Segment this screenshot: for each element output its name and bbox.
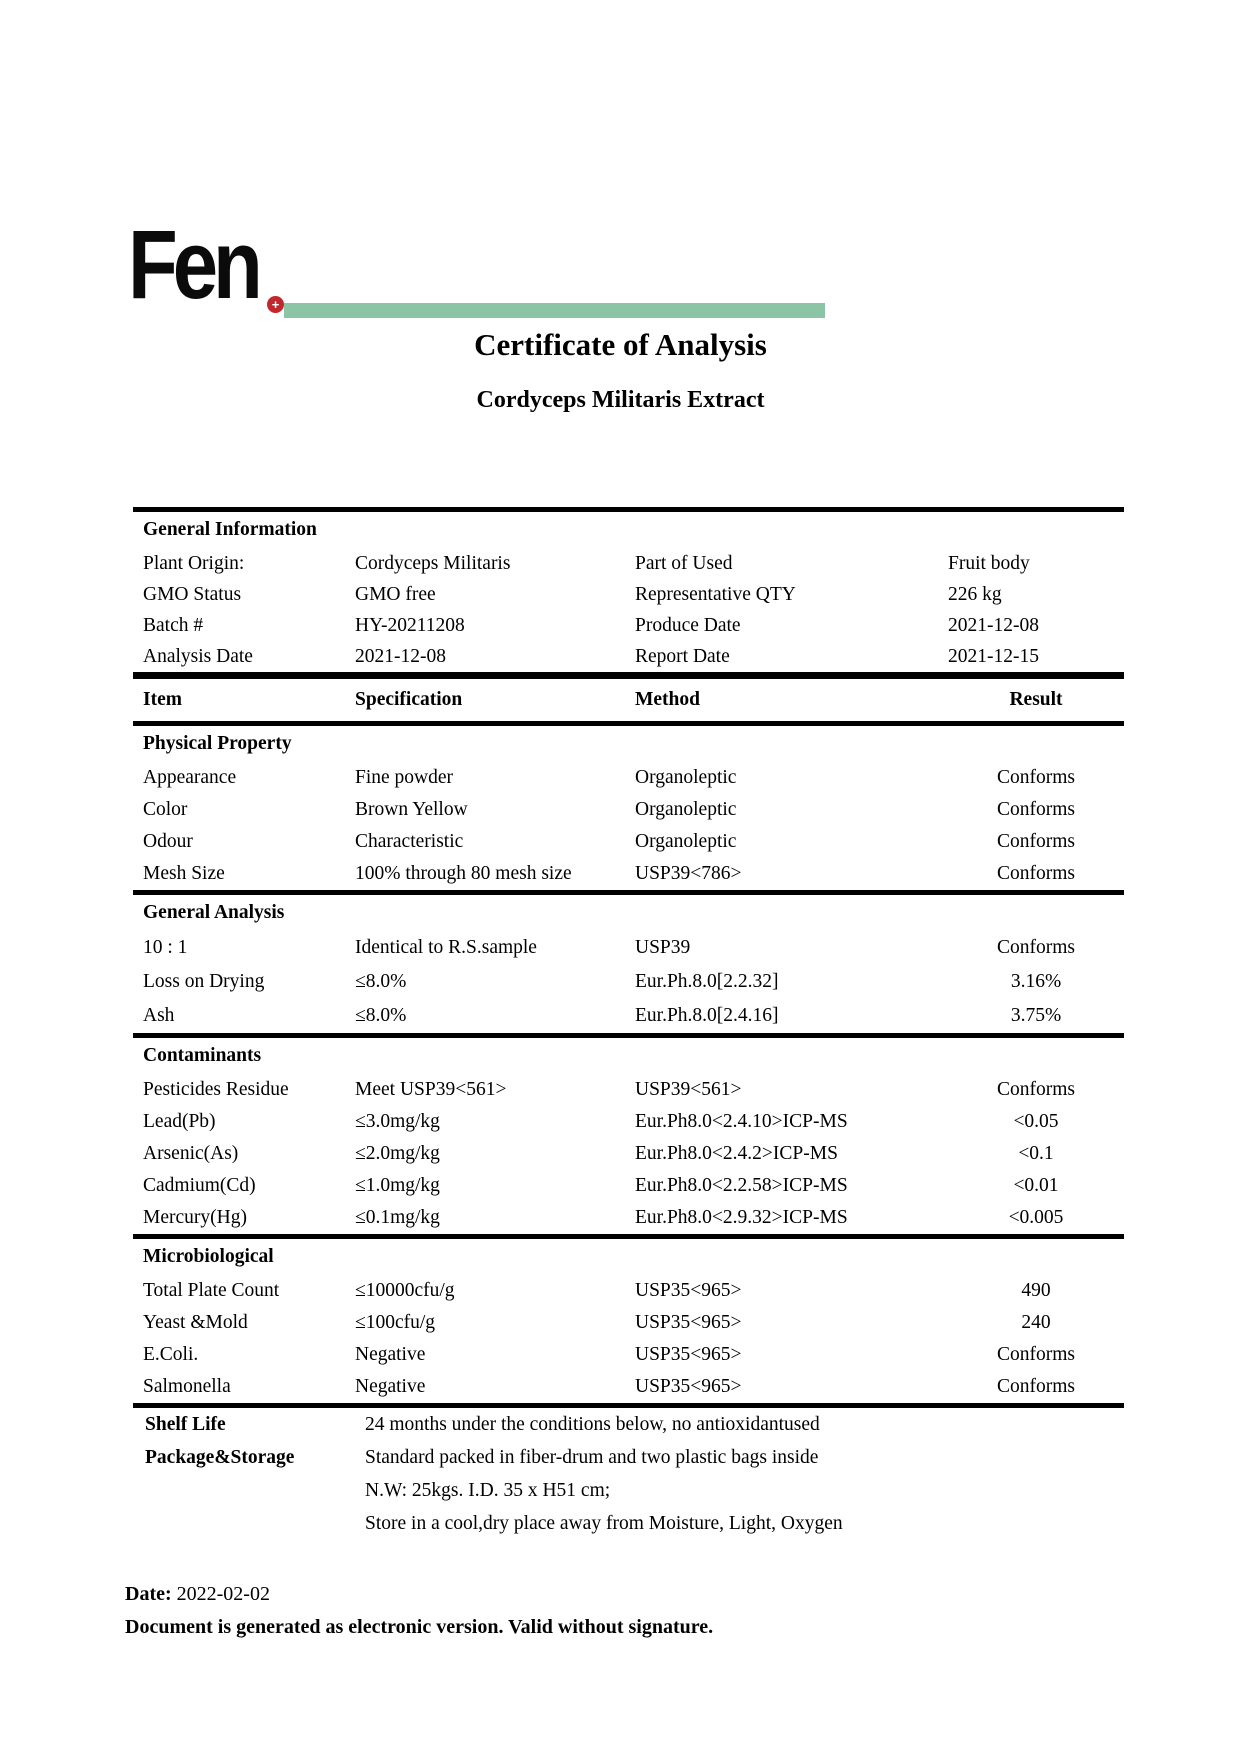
storage-label: Package&Storage [145, 1447, 295, 1468]
info-value: 226 kg [948, 584, 1002, 605]
table-row [133, 1106, 1124, 1138]
spec-cell: ≤1.0mg/kg [355, 1175, 440, 1196]
spec-cell: ≤100cfu/g [355, 1312, 436, 1333]
spec-cell: 100% through 80 mesh size [355, 863, 572, 884]
table-row [133, 1474, 1124, 1507]
info-label: Representative QTY [635, 584, 796, 605]
result-cell: Conforms [997, 1079, 1075, 1100]
storage-label: Shelf Life [145, 1414, 226, 1435]
storage-text: 24 months under the conditions below, no antioxidantused [365, 1414, 820, 1435]
table-row [133, 610, 1124, 641]
storage-text: Store in a cool,dry place away from Moisture, Light, Oxygen [365, 1513, 843, 1534]
item-cell: Arsenic(As) [143, 1143, 239, 1164]
info-label: Report Date [635, 646, 730, 667]
item-cell: Odour [143, 831, 193, 852]
method-cell: USP35<965> [635, 1280, 742, 1301]
table-row [133, 858, 1124, 890]
info-value: Fruit body [948, 553, 1030, 574]
info-value: HY-20211208 [355, 615, 465, 636]
spec-cell: Identical to R.S.sample [355, 937, 537, 958]
table-row [133, 762, 1124, 794]
page-title: Certificate of Analysis [474, 327, 767, 362]
item-cell: Mesh Size [143, 863, 225, 884]
column-header-row [133, 679, 1124, 721]
table-row [133, 965, 1124, 999]
result-cell: Conforms [997, 937, 1075, 958]
result-cell: <0.01 [1013, 1175, 1059, 1196]
table-row [133, 1202, 1124, 1234]
result-cell: <0.005 [1008, 1207, 1064, 1228]
table-row [133, 579, 1124, 610]
spec-cell: ≤10000cfu/g [355, 1280, 455, 1301]
result-cell: Conforms [997, 767, 1075, 788]
result-cell: <0.1 [1018, 1143, 1054, 1164]
table-row [133, 1371, 1124, 1403]
storage-text: Standard packed in fiber-drum and two plastic bags inside [365, 1447, 819, 1468]
section-heading-physical-property: Physical Property [143, 733, 292, 754]
info-label: Produce Date [635, 615, 741, 636]
result-cell: Conforms [997, 1376, 1075, 1397]
item-cell: Yeast &Mold [143, 1312, 248, 1333]
method-cell: Eur.Ph8.0<2.9.32>ICP-MS [635, 1207, 848, 1228]
logo-plus-icon: + [267, 296, 284, 313]
item-cell: Total Plate Count [143, 1280, 280, 1301]
footer-date-line [125, 1578, 713, 1611]
result-cell: Conforms [997, 799, 1075, 820]
spec-cell: ≤2.0mg/kg [355, 1143, 440, 1164]
company-logo: Fen [128, 210, 258, 319]
table-row [133, 548, 1124, 579]
divider [133, 672, 1124, 679]
result-cell: Conforms [997, 1344, 1075, 1365]
method-cell: USP35<965> [635, 1312, 742, 1333]
info-value: 2021-12-08 [355, 646, 446, 667]
column-header: Result [1009, 689, 1063, 710]
method-cell: Eur.Ph8.0<2.4.2>ICP-MS [635, 1143, 838, 1164]
method-cell: USP39<561> [635, 1079, 742, 1100]
result-cell: 3.16% [1010, 971, 1062, 992]
item-cell: 10 : 1 [143, 937, 188, 958]
item-cell: E.Coli. [143, 1344, 199, 1365]
section-heading-general-information: General Information [143, 519, 317, 540]
result-cell: 240 [1021, 1312, 1051, 1333]
method-cell: Eur.Ph.8.0[2.4.16] [635, 1005, 779, 1026]
table-row [133, 1275, 1124, 1307]
method-cell: USP35<965> [635, 1376, 742, 1397]
item-cell: Appearance [143, 767, 237, 788]
table-row [133, 931, 1124, 965]
footer-note: Document is generated as electronic version. Valid without signature. [125, 1616, 714, 1638]
column-header: Method [635, 689, 700, 710]
logo-accent-bar [284, 303, 825, 318]
storage-label [133, 1507, 365, 1540]
method-cell: Organoleptic [635, 799, 737, 820]
table-row [133, 1074, 1124, 1106]
item-cell: Pesticides Residue [143, 1079, 289, 1100]
info-label: Part of Used [635, 553, 733, 574]
date-label: Date: [125, 1583, 172, 1605]
section-heading-general-analysis: General Analysis [143, 902, 285, 923]
spec-cell: Characteristic [355, 831, 464, 852]
item-cell: Loss on Drying [143, 971, 265, 992]
result-cell: 3.75% [1010, 1005, 1062, 1026]
spec-cell: Negative [355, 1344, 426, 1365]
info-value: Cordyceps Militaris [355, 553, 511, 574]
info-label: Analysis Date [143, 646, 253, 667]
method-cell: Eur.Ph8.0<2.2.58>ICP-MS [635, 1175, 848, 1196]
info-label: Plant Origin: [143, 553, 245, 574]
section-heading-microbiological: Microbiological [143, 1246, 274, 1267]
table-row [133, 1507, 1124, 1540]
table-row [133, 1408, 1124, 1441]
table-row [133, 826, 1124, 858]
date-value: 2022-02-02 [176, 1583, 270, 1605]
method-cell: Organoleptic [635, 831, 737, 852]
method-cell: USP35<965> [635, 1344, 742, 1365]
method-cell: Organoleptic [635, 767, 737, 788]
spec-cell: Fine powder [355, 767, 454, 788]
spec-cell: Brown Yellow [355, 799, 468, 820]
info-value: 2021-12-08 [948, 615, 1039, 636]
spec-cell: ≤0.1mg/kg [355, 1207, 440, 1228]
method-cell: USP39<786> [635, 863, 742, 884]
coa-table [133, 507, 1124, 1540]
info-value: GMO free [355, 584, 436, 605]
table-row [133, 1339, 1124, 1371]
footer [125, 1578, 713, 1644]
table-row [133, 1307, 1124, 1339]
storage-text: N.W: 25kgs. I.D. 35 x H51 cm; [365, 1480, 611, 1501]
item-cell: Salmonella [143, 1376, 231, 1397]
table-row [133, 1138, 1124, 1170]
info-label: Batch # [143, 615, 204, 636]
item-cell: Color [143, 799, 188, 820]
section-heading-contaminants: Contaminants [143, 1045, 262, 1066]
method-cell: Eur.Ph8.0<2.4.10>ICP-MS [635, 1111, 848, 1132]
storage-label [133, 1474, 365, 1507]
result-cell: Conforms [997, 863, 1075, 884]
table-row [133, 641, 1124, 672]
table-row [133, 794, 1124, 826]
spec-cell: ≤8.0% [355, 1005, 407, 1026]
method-cell: USP39 [635, 937, 691, 958]
spec-cell: Meet USP39<561> [355, 1079, 507, 1100]
column-header: Item [143, 689, 182, 710]
item-cell: Mercury(Hg) [143, 1207, 247, 1228]
info-value: 2021-12-15 [948, 646, 1039, 667]
result-cell: Conforms [997, 831, 1075, 852]
spec-cell: ≤8.0% [355, 971, 407, 992]
product-subtitle: Cordyceps Militaris Extract [476, 387, 765, 413]
method-cell: Eur.Ph.8.0[2.2.32] [635, 971, 779, 992]
result-cell: 490 [1021, 1280, 1051, 1301]
info-label: GMO Status [143, 584, 242, 605]
table-row [133, 999, 1124, 1033]
result-cell: <0.05 [1013, 1111, 1059, 1132]
spec-cell: ≤3.0mg/kg [355, 1111, 440, 1132]
spec-cell: Negative [355, 1376, 426, 1397]
table-row [133, 1170, 1124, 1202]
item-cell: Cadmium(Cd) [143, 1175, 256, 1196]
column-header: Specification [355, 689, 463, 710]
table-row [133, 1441, 1124, 1474]
item-cell: Lead(Pb) [143, 1111, 216, 1132]
item-cell: Ash [143, 1005, 175, 1026]
